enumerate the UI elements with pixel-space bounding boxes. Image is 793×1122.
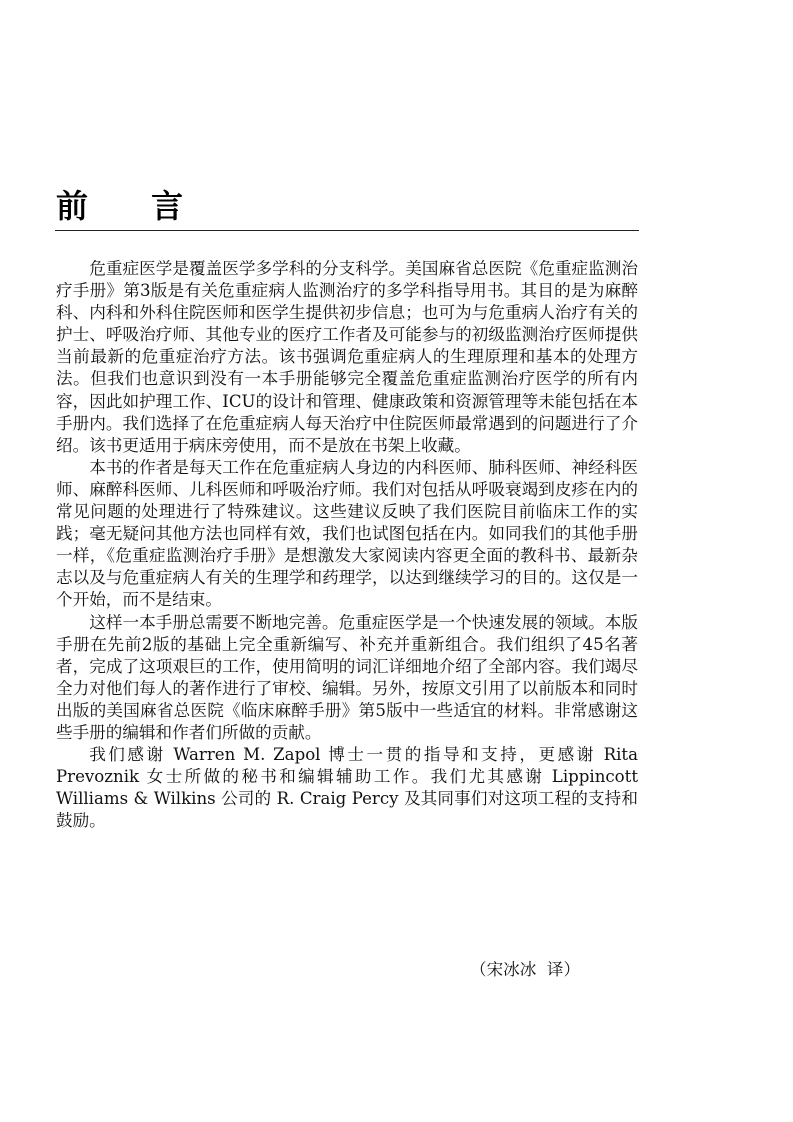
page-title: 前 言 — [56, 187, 210, 225]
translator-credit: （宋冰冰 译） — [470, 960, 581, 979]
preface-body — [56, 258, 638, 832]
paragraph: 危重症医学是覆盖医学多学科的分支科学。美国麻省总医院《危重症监测治疗手册》第3版是有关危重症病人监测治疗的多学科指导用书。其目的是为麻醉科、内科和外科住院医师和医学生提供初步信息；也可为与危重病人治疗有关的护士、呼吸治疗师、其他专业的医疗工作者及可能参与的初级监测治疗医师提供当前最新的危重症治疗方法。该书强调危重症病人的生理原理和基本的处理方法。但我们也意识到没有一本手册能够完全覆盖危重症监测治疗医学的所有内容，因此如护理工作、ICU的设计和管理、健康政策和资源管理等未能包括在本手册内。我们选择了在危重症病人每天治疗中住院医师最常遇到的问题进行了介绍。该书更适用于病床旁使用，而不是放在书架上收藏。 — [56, 259, 638, 455]
paragraph: 本书的作者是每天工作在危重症病人身边的内科医师、肺科医师、神经科医师、麻醉科医师、儿科医师和呼吸治疗师。我们对包括从呼吸衰竭到皮疹在内的常见问题的处理进行了特殊建议。这些建议反映了我们医院目前临床工作的实践；毫无疑问其他方法也同样有效，我们也试图包括在内。如同我们的其他手册一样，《危重症监测治疗手册》是想激发大家阅读内容更全面的教科书、最新杂志以及与危重症病人有关的生理学和药理学，以达到继续学习的目的。这仅是一个开始，而不是结束。 — [56, 457, 638, 610]
title-divider — [55, 230, 639, 231]
paragraph: 这样一本手册总需要不断地完善。危重症医学是一个快速发展的领域。本版手册在先前2版的基础上完全重新编写、补充并重新组合。我们组织了45名著者，完成了这项艰巨的工作，使用简明的词汇详细地介绍了全部内容。我们竭尽全力对他们每人的著作进行了审校、编辑。另外，按原文引用了以前版本和同时出版的美国麻省总医院《临床麻醉手册》第5版中一些适宜的材料。非常感谢这些手册的编辑和作者们所做的贡献。 — [56, 612, 638, 742]
paragraph: 我们感谢 Warren M. Zapol 博士一贯的指导和支持，更感谢 Rita Prevoznik 女士所做的秘书和编辑辅助工作。我们尤其感谢 Lippincott Williams & Wilkins 公司的 R. Craig Percy 及其同事们对这项工程的支持和鼓励。 — [56, 745, 638, 831]
